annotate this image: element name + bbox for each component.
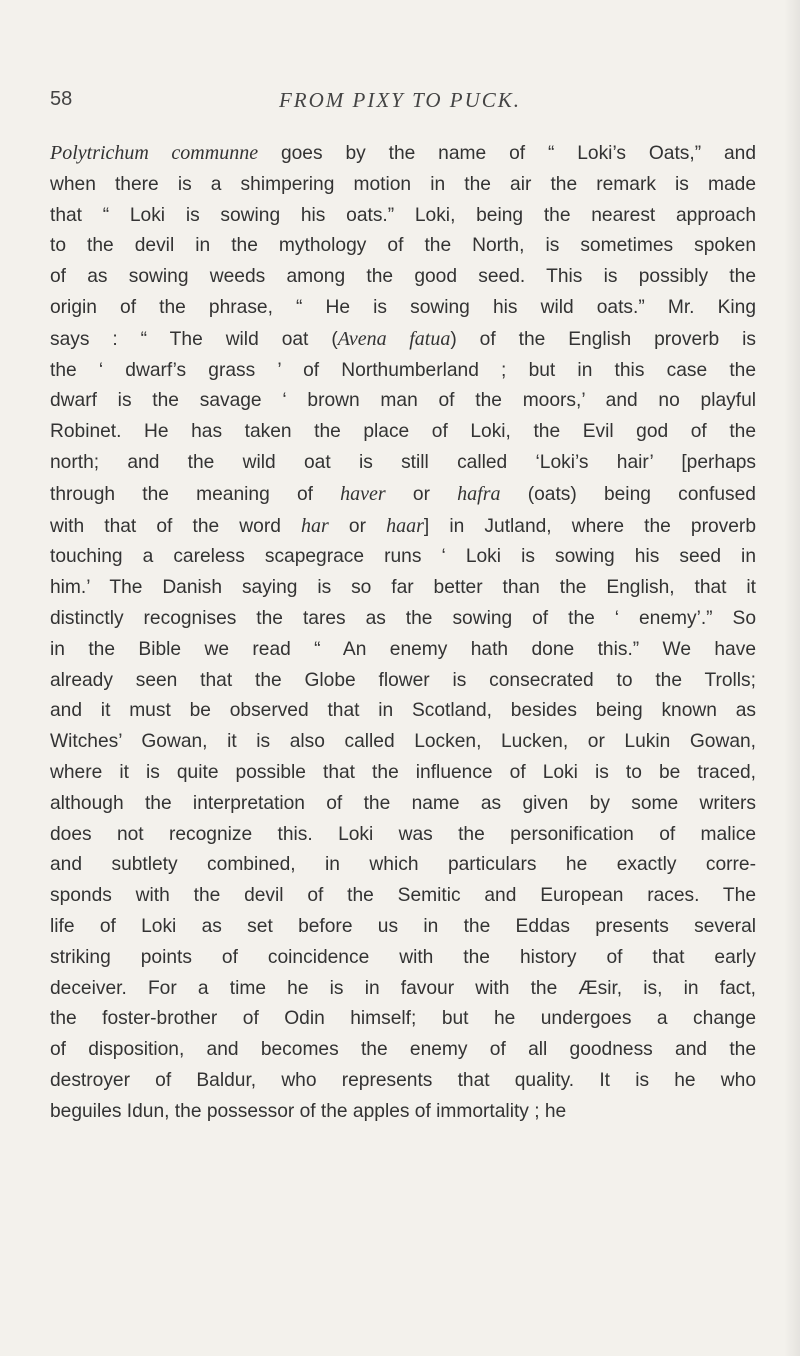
text-segment: does not recognize this. Loki was the personification of malice xyxy=(50,823,756,845)
page-edge-shadow xyxy=(784,0,800,1356)
text-line xyxy=(50,696,756,727)
text-segment: sponds with the devil of the Semitic and European races. The xyxy=(50,885,756,907)
text-line xyxy=(50,635,756,666)
italic-term: Polytrichum communne xyxy=(50,142,259,164)
text-segment: with that of the word xyxy=(50,515,302,537)
text-segment: north; and the wild oat is still called ‘Loki’s hair’ [perhaps xyxy=(50,451,756,473)
text-segment: the ‘ dwarf’s grass ’ of Northumberland ; but in this case the xyxy=(50,359,756,381)
text-line xyxy=(50,386,756,417)
text-segment: striking points of coincidence with the history of that early xyxy=(50,946,756,968)
text-segment: distinctly recognises the tares as the sowing of the ‘ enemy’.” So xyxy=(50,607,756,629)
text-line xyxy=(50,542,756,573)
text-segment: ) of the English proverb is xyxy=(450,328,756,350)
text-line xyxy=(50,943,756,974)
text-segment: Robinet. He has taken the place of Loki, the Evil god of the xyxy=(50,421,756,443)
page-header xyxy=(50,88,750,128)
text-line xyxy=(50,850,756,881)
text-segment: origin of the phrase, “ He is sowing his wild oats.” Mr. King xyxy=(50,296,756,318)
text-segment: dwarf is the savage ‘ brown man of the moors,’ and no playful xyxy=(50,390,756,412)
text-line xyxy=(50,293,756,324)
text-line xyxy=(50,262,756,293)
text-line xyxy=(50,448,756,479)
text-line xyxy=(50,912,756,943)
text-segment: touching a careless scapegrace runs ‘ Loki is sowing his seed in xyxy=(50,546,756,568)
text-segment: or xyxy=(385,483,458,505)
text-line xyxy=(50,1097,756,1128)
text-segment: and it must be observed that in Scotland, besides being known as xyxy=(50,700,756,722)
italic-term: Avena fatua xyxy=(337,327,451,350)
italic-term: haar xyxy=(386,514,424,537)
text-segment: that “ Loki is sowing his oats.” Loki, being the nearest approach xyxy=(50,204,756,226)
text-segment: deceiver. For a time he is in favour with the Æsir, is, in fact, xyxy=(50,977,756,999)
text-line xyxy=(50,231,756,262)
text-segment: ] in Jutland, where the proverb xyxy=(423,515,756,537)
text-line xyxy=(50,511,756,543)
text-line xyxy=(50,789,756,820)
text-line xyxy=(50,356,756,387)
text-segment: through the meaning of xyxy=(50,483,341,505)
text-segment: goes by the name of “ Loki’s Oats,” and xyxy=(258,143,756,164)
text-segment: life of Loki as set before us in the Eddas presents several xyxy=(50,915,756,937)
text-segment: of as sowing weeds among the good seed. This is possibly the xyxy=(50,266,756,288)
text-segment: or xyxy=(328,515,387,537)
text-segment: says : “ The wild oat ( xyxy=(50,328,338,350)
text-line xyxy=(50,201,756,232)
text-segment: beguiles Idun, the possessor of the apples of immortality ; he xyxy=(50,1100,567,1122)
text-line xyxy=(50,881,756,912)
running-title: FROM PIXY TO PUCK. xyxy=(278,88,522,112)
text-segment: the foster-brother of Odin himself; but he undergoes a change xyxy=(50,1008,756,1030)
text-line xyxy=(50,573,756,604)
text-segment: Witches’ Gowan, it is also called Locken, Lucken, or Lukin Gowan, xyxy=(50,731,756,753)
text-segment: already seen that the Globe flower is consecrated to the Trolls; xyxy=(50,669,756,691)
text-line xyxy=(50,324,756,356)
text-line xyxy=(50,604,756,635)
text-line xyxy=(50,417,756,448)
text-line xyxy=(50,820,756,851)
text-line xyxy=(50,974,756,1005)
text-segment: to the devil in the mythology of the North, is sometimes spoken xyxy=(50,235,756,257)
text-line xyxy=(50,727,756,758)
page-number: 58 xyxy=(50,88,73,110)
text-segment: and subtlety combined, in which particulars he exactly corre- xyxy=(50,854,756,876)
text-line xyxy=(50,170,756,201)
text-line xyxy=(50,1004,756,1035)
text-line xyxy=(50,138,756,170)
text-segment: although the interpretation of the name as given by some writers xyxy=(50,792,756,814)
text-line xyxy=(50,1035,756,1066)
text-segment: where it is quite possible that the influence of Loki is to be traced, xyxy=(50,761,756,783)
text-segment: in the Bible we read “ An enemy hath done this.” We have xyxy=(50,638,756,660)
text-line xyxy=(50,1066,756,1097)
text-line xyxy=(50,758,756,789)
text-line xyxy=(50,666,756,697)
body-paragraph xyxy=(50,138,756,1128)
italic-term: hafra xyxy=(457,482,501,505)
text-segment: him.’ The Danish saying is so far better than the English, that it xyxy=(50,577,756,599)
text-line xyxy=(50,479,756,511)
text-segment: when there is a shimpering motion in the air the remark is made xyxy=(50,173,756,195)
italic-term: har xyxy=(301,514,329,537)
text-segment: of disposition, and becomes the enemy of all goodness and the xyxy=(50,1039,756,1061)
text-segment: destroyer of Baldur, who represents that quality. It is he who xyxy=(50,1069,756,1091)
text-segment: (oats) being confused xyxy=(500,483,756,505)
italic-term: haver xyxy=(340,482,386,505)
